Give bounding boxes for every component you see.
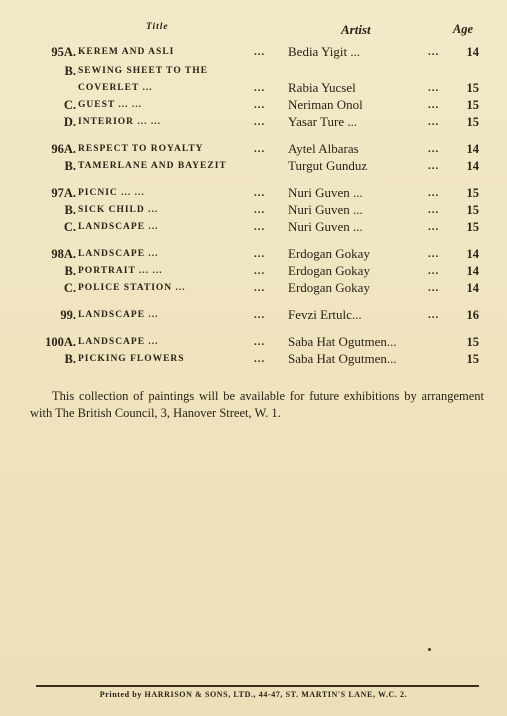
title-leader-dots: ... xyxy=(254,46,266,58)
entry-number: 98A. xyxy=(51,247,76,261)
artist-leader-dots: ... xyxy=(428,99,440,111)
entry-artist: Yasar Ture ... xyxy=(288,114,358,129)
artist-leader-dots: ... xyxy=(428,143,440,155)
entry-artist: Erdogan Gokay xyxy=(288,263,370,278)
catalogue-row xyxy=(0,334,507,350)
title-leader-dots: ... xyxy=(254,187,266,199)
entry-title: SICK CHILD ... xyxy=(78,205,159,215)
artist-leader-dots: ... xyxy=(428,265,440,277)
entry-number: 97A. xyxy=(51,186,76,200)
entry-artist: Saba Hat Ogutmen... xyxy=(288,334,397,349)
entry-number: C. xyxy=(63,220,76,234)
title-leader-dots: ... xyxy=(254,248,266,260)
entry-age: 14 xyxy=(466,45,479,59)
title-leader-dots: ... xyxy=(254,353,266,365)
artist-leader-dots: ... xyxy=(428,116,440,128)
entry-number: B. xyxy=(64,159,76,173)
entry-number: B. xyxy=(64,64,76,78)
entry-artist: Turgut Gunduz xyxy=(288,158,368,173)
entry-artist: Nuri Guven ... xyxy=(288,202,363,217)
entry-title: INTERIOR ... ... xyxy=(78,117,162,127)
artist-leader-dots: ... xyxy=(428,82,440,94)
title-leader-dots: ... xyxy=(254,336,266,348)
entry-artist: Rabia Yucsel xyxy=(288,80,356,95)
entry-title: PICKING FLOWERS xyxy=(78,354,185,364)
entry-number: D. xyxy=(63,115,76,129)
artist-leader-dots: ... xyxy=(428,248,440,260)
title-leader-dots: ... xyxy=(254,82,266,94)
artist-leader-dots: ... xyxy=(428,187,440,199)
artist-leader-dots: ... xyxy=(428,160,440,172)
catalogue-row xyxy=(0,219,507,235)
entry-age: 14 xyxy=(466,264,479,278)
artist-leader-dots: ... xyxy=(428,282,440,294)
title-leader-dots: ... xyxy=(254,204,266,216)
entry-age: 14 xyxy=(466,159,479,173)
entry-age: 15 xyxy=(466,352,479,366)
catalogue-row xyxy=(0,185,507,201)
entry-number: B. xyxy=(64,203,76,217)
entry-artist: Saba Hat Ogutmen... xyxy=(288,351,397,366)
catalogue-row xyxy=(0,141,507,157)
entry-title: LANDSCAPE ... xyxy=(78,337,159,347)
entry-title: COVERLET ... xyxy=(78,83,153,93)
entry-title: SEWING SHEET TO THE xyxy=(78,66,208,76)
header-artist: Artist xyxy=(341,22,371,37)
catalogue-row xyxy=(0,80,507,96)
entry-title: LANDSCAPE ... xyxy=(78,249,159,259)
header-age: Age xyxy=(452,22,473,36)
catalogue-row xyxy=(0,351,507,367)
entry-age: 16 xyxy=(466,308,479,322)
entry-artist: Fevzi Ertulc... xyxy=(288,307,362,322)
entry-artist: Erdogan Gokay xyxy=(288,280,370,295)
entry-number: 99. xyxy=(60,308,76,322)
entry-artist: Bedia Yigit ... xyxy=(288,44,361,59)
entry-number: B. xyxy=(64,264,76,278)
artist-leader-dots: ... xyxy=(428,309,440,321)
title-leader-dots: ... xyxy=(254,99,266,111)
entry-title: RESPECT TO ROYALTY xyxy=(78,144,204,154)
entry-artist: Nuri Guven ... xyxy=(288,185,363,200)
entry-age: 14 xyxy=(466,281,479,295)
entry-artist: Nuri Guven ... xyxy=(288,219,363,234)
title-leader-dots: ... xyxy=(254,265,266,277)
entry-age: 14 xyxy=(466,247,479,261)
entry-title: POLICE STATION ... xyxy=(78,283,186,293)
printer-credit: Printed by HARRISON & SONS, LTD., 44-47, ST. MARTIN'S LANE, W.C. 2. xyxy=(99,690,408,699)
entry-title: KEREM AND ASLI xyxy=(78,47,175,57)
footer-rule xyxy=(36,685,479,687)
entry-title: LANDSCAPE ... xyxy=(78,310,159,320)
entry-number: C. xyxy=(63,98,76,112)
catalogue-row xyxy=(0,246,507,262)
catalogue-row xyxy=(0,263,507,279)
catalogue-row xyxy=(0,158,507,174)
entry-title: LANDSCAPE ... xyxy=(78,222,159,232)
entry-age: 15 xyxy=(466,81,479,95)
artist-leader-dots: ... xyxy=(428,221,440,233)
entry-artist: Aytel Albaras xyxy=(288,141,359,156)
entry-title: TAMERLANE AND BAYEZIT xyxy=(78,161,227,171)
entry-number: 96A. xyxy=(51,142,76,156)
entry-number: C. xyxy=(63,281,76,295)
entry-title: PORTRAIT ... ... xyxy=(78,266,163,276)
entry-age: 15 xyxy=(466,220,479,234)
entry-age: 15 xyxy=(466,203,479,217)
paper-speck xyxy=(428,648,431,651)
title-leader-dots: ... xyxy=(254,221,266,233)
catalogue-row xyxy=(0,307,507,323)
title-leader-dots: ... xyxy=(254,116,266,128)
entry-number: B. xyxy=(64,352,76,366)
artist-leader-dots: ... xyxy=(428,46,440,58)
entry-age: 14 xyxy=(466,142,479,156)
catalogue-row xyxy=(0,44,507,60)
catalogue-row xyxy=(0,63,507,79)
catalogue-row xyxy=(0,202,507,218)
entry-number: 95A. xyxy=(51,45,76,59)
entry-artist: Erdogan Gokay xyxy=(288,246,370,261)
entry-title: GUEST ... ... xyxy=(78,100,143,110)
entry-title: PICNIC ... ... xyxy=(78,188,145,198)
entry-age: 15 xyxy=(466,186,479,200)
entry-age: 15 xyxy=(466,335,479,349)
title-leader-dots: ... xyxy=(254,282,266,294)
catalogue-row xyxy=(0,97,507,113)
artist-leader-dots: ... xyxy=(428,204,440,216)
entry-age: 15 xyxy=(466,115,479,129)
entry-number: 100A. xyxy=(45,335,76,349)
catalogue-row xyxy=(0,114,507,130)
title-leader-dots: ... xyxy=(254,309,266,321)
entry-artist: Neriman Onol xyxy=(288,97,363,112)
catalogue-row xyxy=(0,280,507,296)
title-leader-dots: ... xyxy=(254,143,266,155)
availability-note: This collection of paintings will be available for future exhibitions by arrangement with The British Council, 3, Hanover Street, W. 1. xyxy=(30,389,484,420)
header-title: Title xyxy=(146,22,169,32)
entry-age: 15 xyxy=(466,98,479,112)
